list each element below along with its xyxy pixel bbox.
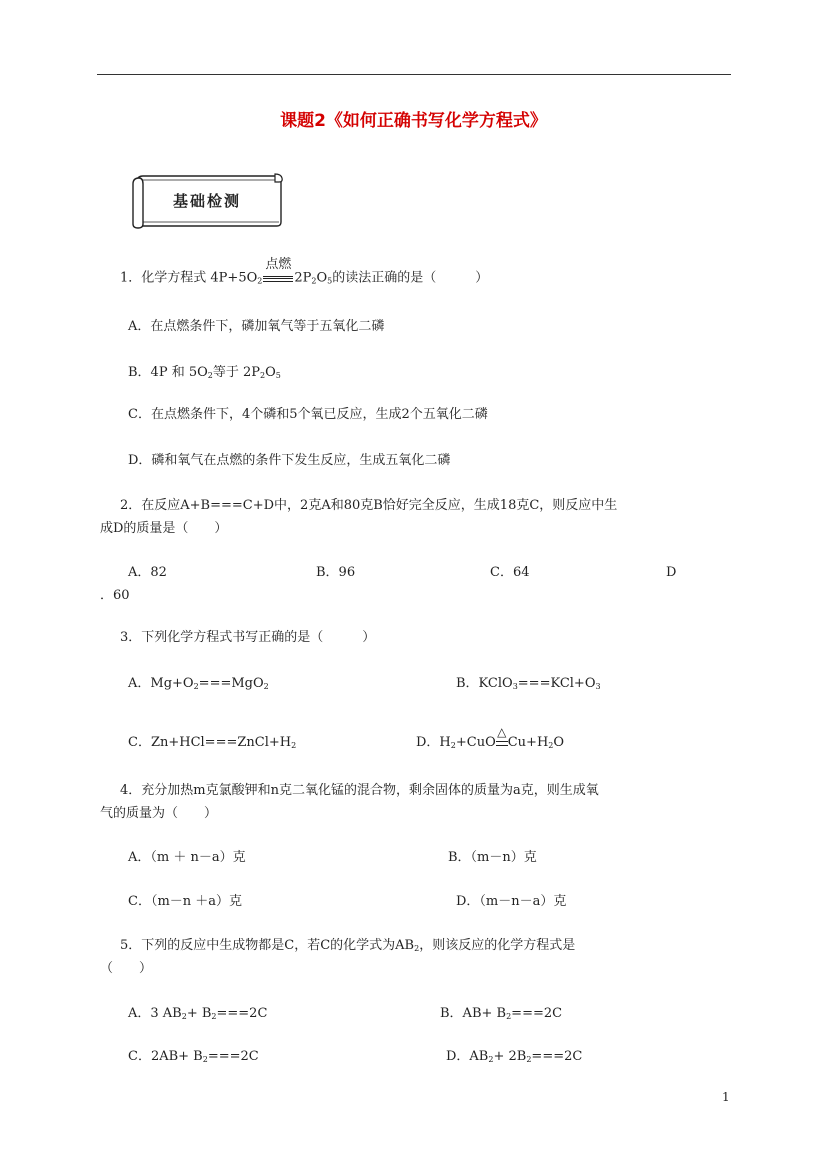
- section-banner: [129, 172, 285, 230]
- q5-opta-part3: ===2C: [216, 1006, 268, 1021]
- question-2-line1: 2．在反应A+B===C+D中，2克A和80克B恰好完全反应，生成18克C，则反应中生: [120, 498, 618, 513]
- q2-option-d-value: ．60: [100, 588, 130, 603]
- q3-optb-sub1: 3: [512, 682, 518, 691]
- q4-option-a: A．（m ＋ n－a）克: [128, 850, 246, 865]
- q2-option-d-label: D: [666, 565, 677, 580]
- banner-label: 基础检测: [172, 192, 241, 210]
- q5-line1-part1: 5．下列的反应中生成物都是C，若C的化学式为AB: [120, 938, 415, 953]
- q5-line1-sub: 2: [414, 944, 420, 953]
- q5-optd-part3: ===2C: [531, 1049, 583, 1064]
- q5-optc-part1: C．2AB+ B: [128, 1049, 203, 1064]
- q1-option-a: A．在点燃条件下，磷加氧气等于五氧化二磷: [128, 319, 385, 334]
- question-5-line1: [120, 938, 575, 954]
- q1-option-b: [128, 365, 281, 381]
- q2-option-c: C．64: [490, 565, 530, 580]
- q3-optd-part4: O: [553, 735, 565, 750]
- q5-opta-sub2: 2: [211, 1012, 217, 1021]
- q1-optb-sub1: 2: [207, 371, 213, 380]
- q1-option-d: D．磷和氧气在点燃的条件下发生反应，生成五氧化二磷: [128, 453, 451, 468]
- q3-optd-sub2: 2: [548, 741, 554, 750]
- question-3-stem: 3．下列化学方程式书写正确的是（ ）: [120, 630, 376, 645]
- q1-optb-part2: 等于 2P: [212, 365, 261, 380]
- q3-optc-part1: C．Zn+HCl===ZnCl+H: [128, 735, 292, 750]
- q5-line1-part2: ，则该反应的化学方程式是: [419, 938, 576, 953]
- q5-optd-part1: D．AB: [446, 1049, 489, 1064]
- page-title: 课题2《如何正确书写化学方程式》: [280, 111, 547, 131]
- q1-condition: [262, 257, 294, 286]
- q3-optb-part1: B．KClO: [456, 676, 513, 691]
- q5-optc-part2: ===2C: [207, 1049, 259, 1064]
- q5-option-d: [446, 1049, 582, 1065]
- q1-optb-part3: O: [265, 365, 276, 380]
- q1-optb-part1: B．4P 和 5O: [128, 365, 208, 380]
- q1-optb-sub3: 5: [275, 371, 281, 380]
- q5-optd-sub1: 2: [488, 1055, 494, 1064]
- q3-heat-condition: [496, 724, 508, 750]
- q1-prefix: 1．化学方程式 4P+5O: [120, 270, 258, 286]
- q2-option-a: A．82: [128, 565, 167, 580]
- page-number: 1: [722, 1090, 730, 1104]
- question-5-line2: （ ）: [100, 961, 153, 976]
- q3-option-b: [456, 676, 601, 692]
- q1-sub-b: 2: [311, 276, 317, 286]
- question-4-line1: 4．充分加热m克氯酸钾和n克二氧化锰的混合物，剩余固体的质量为a克，则生成氧: [120, 783, 599, 798]
- q3-heat-label: △: [497, 724, 507, 739]
- q1-condition-label: 点燃: [265, 257, 292, 272]
- q3-option-a: [128, 676, 269, 692]
- q3-option-d: [416, 724, 565, 751]
- header-rule: [97, 74, 731, 75]
- q1-sub-a: 2: [257, 276, 263, 286]
- q3-optd-sub1: 2: [450, 741, 456, 750]
- q1-sub-c: 5: [327, 276, 333, 286]
- q5-optb-part2: ===2C: [511, 1006, 563, 1021]
- q5-opta-part2: + B: [186, 1006, 212, 1021]
- q5-option-b: [440, 1006, 562, 1022]
- q5-optb-sub: 2: [506, 1012, 512, 1021]
- q1-optb-sub2: 2: [260, 371, 266, 380]
- q3-opta-part1: A．Mg+O: [128, 676, 194, 691]
- q3-option-c: [128, 735, 296, 751]
- q5-option-a: [128, 1006, 267, 1022]
- q3-optd-part2: +CuO: [455, 735, 496, 750]
- q3-opta-sub2: 2: [263, 682, 269, 691]
- q4-option-c: C．（m－n ＋a）克: [128, 894, 243, 909]
- q5-optd-sub2: 2: [526, 1055, 532, 1064]
- q5-optc-sub: 2: [202, 1055, 208, 1064]
- question-1-stem: [120, 257, 489, 287]
- question-4-line2: 气的质量为（ ）: [100, 806, 218, 821]
- question-2-line2: 成D的质量是（ ）: [100, 521, 228, 536]
- q1-suffix: 的读法正确的是（ ）: [332, 270, 489, 286]
- q3-optd-part1: D．H: [416, 735, 451, 750]
- q5-opta-part1: A．3 AB: [128, 1006, 182, 1021]
- q1-option-c: C．在点燃条件下，4个磷和5个氧已反应，生成2个五氧化二磷: [128, 407, 488, 422]
- q3-optb-sub2: 3: [595, 682, 601, 691]
- q4-option-d: D．（m－n－a）克: [456, 894, 567, 909]
- q4-option-b: B．（m－n）克: [448, 850, 537, 865]
- q3-opta-sub1: 2: [193, 682, 199, 691]
- q5-opta-sub1: 2: [181, 1012, 187, 1021]
- q3-heat-equals: [496, 741, 508, 746]
- q1-mid: O: [316, 270, 328, 286]
- q1-equals-sign: [263, 276, 293, 282]
- q5-option-c: [128, 1049, 259, 1065]
- q5-optb-part1: B．AB+ B: [440, 1006, 507, 1021]
- q3-optd-part3: Cu+H: [507, 735, 549, 750]
- q3-optb-part2: ===KCl+O: [517, 676, 596, 691]
- q1-product: 2P: [294, 270, 312, 286]
- q2-option-b: B．96: [316, 565, 356, 580]
- q3-optc-sub: 2: [291, 741, 297, 750]
- q5-optd-part2: + 2B: [493, 1049, 527, 1064]
- q3-opta-part2: ===MgO: [198, 676, 264, 691]
